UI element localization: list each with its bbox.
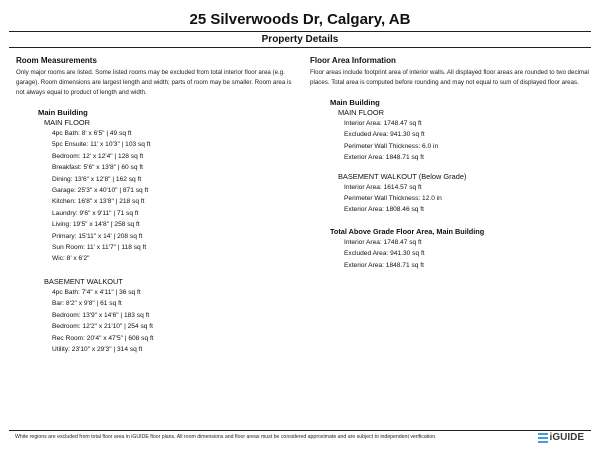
room-item: Bar: 8'2" x 9'8" | 61 sq ft bbox=[52, 300, 122, 308]
floor-label-basement: BASEMENT WALKOUT (Below Grade) bbox=[338, 171, 467, 181]
room-item: Living: 19'5" x 14'8" | 258 sq ft bbox=[52, 221, 140, 229]
basement-room-list bbox=[16, 287, 296, 355]
area-item: Interior Area: 1748.47 sq ft bbox=[344, 120, 422, 127]
room-item: Wic: 8' x 6'2" bbox=[52, 255, 90, 263]
room-item: Primary: 15'11" x 14' | 208 sq ft bbox=[52, 232, 143, 240]
area-item: Exterior Area: 1848.71 sq ft bbox=[344, 154, 424, 162]
room-measurements-heading: Room Measurements bbox=[16, 56, 97, 65]
footer-note: White regions are excluded from total floor area in iGUIDE floor plans. All room dimensions and floor areas must be considered approximate and are subject to independent verification. bbox=[15, 434, 437, 440]
title-divider bbox=[9, 31, 591, 32]
area-item: Interior Area: 1748.47 sq ft bbox=[344, 238, 422, 246]
floor-area-heading: Floor Area Information bbox=[310, 56, 396, 65]
page-title: 25 Silverwoods Dr, Calgary, AB bbox=[189, 11, 411, 28]
page-subtitle: Property Details bbox=[261, 34, 339, 45]
floor-label-main: MAIN FLOOR bbox=[338, 108, 384, 117]
total-area-heading: Total Above Grade Floor Area, Main Building bbox=[330, 226, 485, 236]
iguide-logo-text: iGUIDE bbox=[549, 432, 584, 443]
area-item: Excluded Area: 941.30 sq ft bbox=[344, 131, 425, 139]
total-area-list bbox=[310, 237, 590, 271]
area-item: Perimeter Wall Thickness: 6.0 in bbox=[344, 142, 439, 150]
room-item: 5pc Ensuite: 11' x 10'3" | 103 sq ft bbox=[52, 141, 151, 149]
building-label: Main Building bbox=[330, 98, 380, 107]
area-item: Interior Area: 1614.57 sq ft bbox=[344, 183, 422, 191]
footer-divider bbox=[9, 430, 591, 431]
room-item: Bedroom: 12'2" x 21'10" | 254 sq ft bbox=[52, 323, 153, 331]
room-item: Dining: 13'6" x 12'8" | 162 sq ft bbox=[52, 175, 142, 183]
room-item: Rec Room: 20'4" x 47'5" | 608 sq ft bbox=[52, 334, 154, 342]
room-item: Sun Room: 11' x 11'7" | 118 sq ft bbox=[52, 244, 147, 252]
main-floor-room-list bbox=[16, 128, 296, 265]
floor-area-section bbox=[310, 56, 590, 271]
room-item: 4pc Bath: 8' x 6'5" | 49 sq ft bbox=[52, 130, 132, 137]
subtitle-divider bbox=[9, 47, 591, 48]
floor-area-description: Floor areas include footprint area of interior walls. All displayed floor areas are rounded to two decimal places. Total area is computed before rounding and may not equal to sum of displayed floor areas. bbox=[310, 69, 589, 86]
area-item: Exterior Area: 1808.46 sq ft bbox=[344, 206, 424, 214]
area-item: Excluded Area: 941.30 sq ft bbox=[344, 250, 425, 258]
building-label: Main Building bbox=[38, 108, 88, 117]
room-item: 4pc Bath: 7'4" x 4'11" | 36 sq ft bbox=[52, 288, 141, 296]
room-item: Bedroom: 12' x 12'4" | 128 sq ft bbox=[52, 152, 144, 160]
floor-label-basement: BASEMENT WALKOUT bbox=[44, 276, 123, 286]
area-item: Perimeter Wall Thickness: 12.0 in bbox=[344, 195, 442, 203]
basement-area-list bbox=[310, 182, 590, 216]
room-measurements-description: Only major rooms are listed. Some listed rooms may be excluded from total interior floor area (e.g. garage). Room dimensions are largest length and width; parts of room may be smaller. Room area is not always equal to product of length and width. bbox=[16, 69, 292, 96]
floor-label-main: MAIN FLOOR bbox=[44, 118, 90, 127]
room-item: Kitchen: 16'8" x 13'8" | 218 sq ft bbox=[52, 198, 145, 206]
room-measurements-section bbox=[16, 56, 296, 355]
room-item: Utility: 23'10" x 29'3" | 314 sq ft bbox=[52, 345, 143, 353]
iguide-logo bbox=[538, 432, 584, 443]
iguide-logo-icon bbox=[538, 433, 548, 443]
main-floor-area-list bbox=[310, 118, 590, 164]
area-item: Exterior Area: 1848.71 sq ft bbox=[344, 261, 424, 269]
room-item: Breakfast: 5'6" x 13'8" | 60 sq ft bbox=[52, 164, 144, 172]
room-item: Bedroom: 13'9" x 14'6" | 183 sq ft bbox=[52, 311, 150, 319]
room-item: Garage: 25'3" x 40'10" | 871 sq ft bbox=[52, 187, 149, 195]
room-item: Laundry: 9'6" x 9'11" | 71 sq ft bbox=[52, 209, 139, 217]
